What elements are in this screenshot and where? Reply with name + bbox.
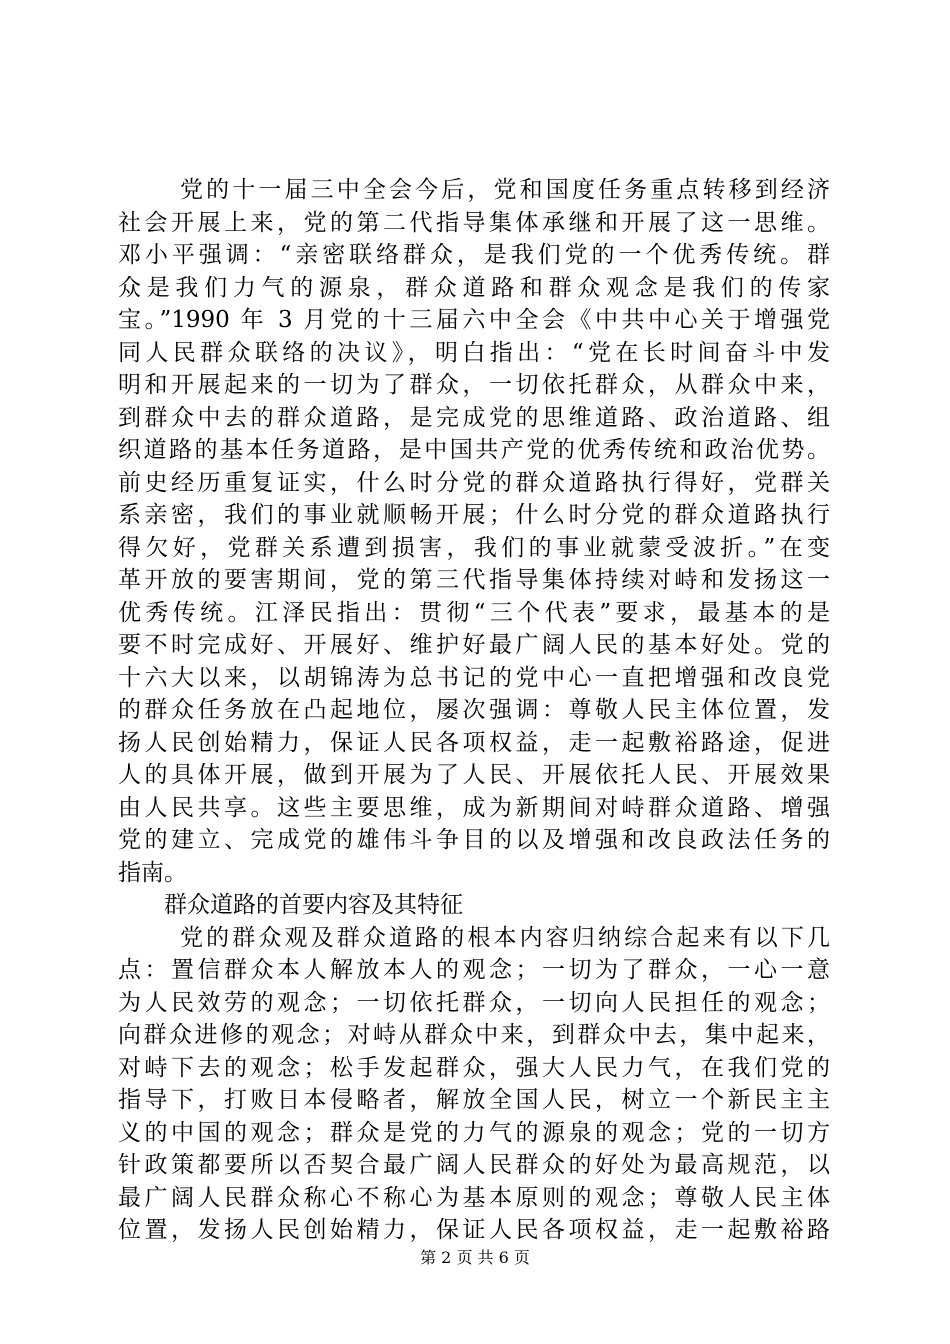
paragraph-1	[118, 174, 830, 889]
paragraph-line: 最广阔人民群众称心不称心为基本原则的观念；尊敬人民主体	[118, 1184, 830, 1211]
section-heading: 群众道路的首要内容及其特征	[164, 892, 463, 918]
paragraph-line: 革开放的要害期间，党的第三代指导集体持续对峙和发扬这一	[118, 567, 830, 593]
paragraph-line: 对峙下去的观念；松手发起群众，强大人民力气，在我们党的	[118, 1054, 830, 1081]
paragraph-line: 的群众任务放在凸起地位，屡次强调：尊敬人民主体位置，发	[118, 697, 830, 723]
paragraph-line: 同人民群众联络的决议》，明白指出：“党在长时间奋斗中发	[118, 339, 830, 366]
paragraph-line: 邓小平强调：“亲密联络群众，是我们党的一个优秀传统。群	[118, 242, 830, 268]
paragraph-line: 针政策都要所以否契合最广阔人民群众的好处为最高规范，以	[118, 1152, 830, 1178]
paragraph-line: 位置，发扬人民创始精力，保证人民各项权益，走一起敷裕路	[118, 1217, 830, 1243]
paragraph-line: 要不时完成好、开展好、维护好最广阔人民的基本好处。党的	[118, 632, 830, 658]
page-number-label: 第 2 页 共 6 页	[420, 1248, 530, 1267]
paragraph-line: 为人民效劳的观念；一切依托群众，一切向人民担任的观念；	[118, 989, 830, 1016]
paragraph-line: 十六大以来，以胡锦涛为总书记的党中心一直把增强和改良党	[118, 664, 830, 691]
paragraph-line: 优秀传统。江泽民指出：贯彻“三个代表”要求，最基本的是	[118, 599, 830, 626]
paragraph-line: 由人民共享。这些主要思维，成为新期间对峙群众道路、增强	[118, 794, 830, 821]
paragraph-line: 前史经历重复证实，什么时分党的群众道路执行得好，党群关	[118, 469, 830, 496]
paragraph-line: 向群众进修的观念；对峙从群众中来，到群众中去，集中起来，	[118, 1022, 830, 1048]
paragraph-line: 得欠好，党群关系遭到损害，我们的事业就蒙受波折。”在变	[118, 534, 830, 561]
paragraph-line: 社会开展上来，党的第二代指导集体承继和开展了这一思维。	[118, 209, 830, 236]
paragraph-line: 党的十一届三中全会今后，党和国度任务重点转移到经济	[180, 177, 830, 203]
paragraph-line: 到群众中去的群众道路，是完成党的思维道路、政治道路、组	[118, 404, 830, 431]
paragraph-line: 指南。	[118, 859, 187, 886]
paragraph-line: 指导下，打败日本侵略者，解放全国人民，树立一个新民主主	[118, 1087, 830, 1113]
paragraph-line: 人的具体开展，做到开展为了人民、开展依托人民、开展效果	[118, 762, 830, 788]
paragraph-line: 宝。”1990 年 3 月党的十三届六中全会《中共中心关于增强党	[118, 307, 830, 333]
page-footer	[0, 1245, 950, 1268]
paragraph-line: 党的群众观及群众道路的根本内容归纳综合起来有以下几	[180, 924, 830, 951]
paragraph-line: 党的建立、完成党的雄伟斗争目的以及增强和改良政法任务的	[118, 827, 830, 853]
document-body	[118, 174, 830, 1247]
paragraph-line: 扬人民创始精力，保证人民各项权益，走一起敷裕路途，促进	[118, 729, 830, 756]
paragraph-line: 众是我们力气的源泉，群众道路和群众观念是我们的传家	[118, 274, 830, 301]
paragraph-line: 义的中国的观念；群众是党的力气的源泉的观念；党的一切方	[118, 1119, 830, 1146]
paragraph-2	[118, 922, 830, 1247]
paragraph-line: 系亲密，我们的事业就顺畅开展；什么时分党的群众道路执行	[118, 502, 830, 528]
paragraph-line: 点：置信群众本人解放本人的观念；一切为了群众，一心一意	[118, 957, 830, 983]
paragraph-line: 明和开展起来的一切为了群众，一切依托群众，从群众中来，	[118, 372, 830, 398]
paragraph-line: 织道路的基本任务道路，是中国共产党的优秀传统和政治优势。	[118, 437, 830, 463]
